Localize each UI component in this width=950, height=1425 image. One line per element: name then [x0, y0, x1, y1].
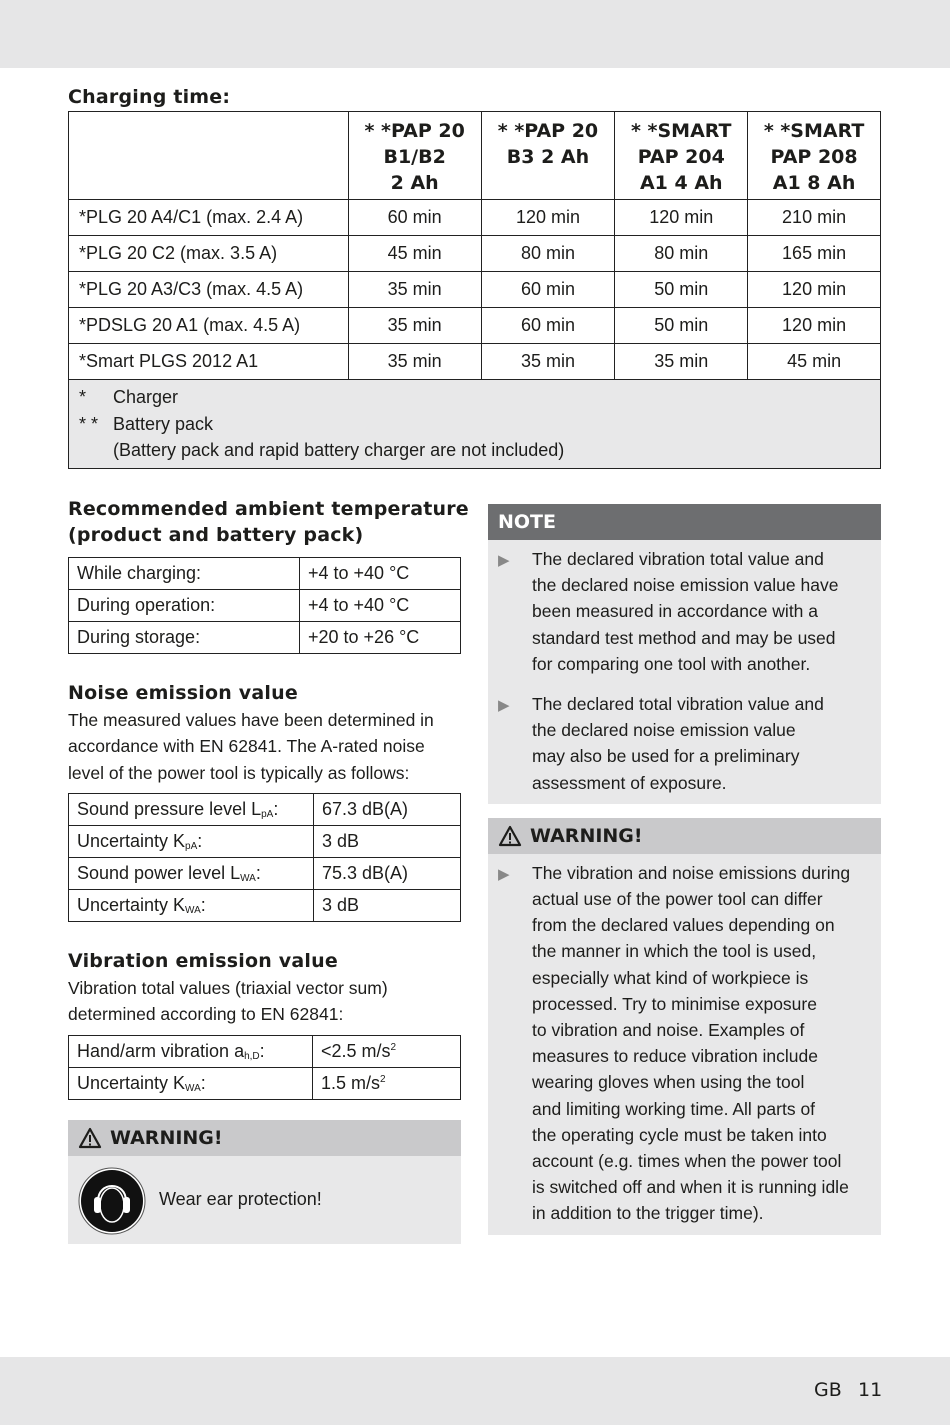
measurement-label: Sound power level $L_{WA}$:: [69, 858, 314, 890]
paragraph-line: level of the power tool is typically as follows:: [68, 762, 410, 783]
note-line: may also be used for a preliminary: [532, 746, 800, 767]
paragraph-line: is switched off and when it is running idle: [532, 1177, 849, 1198]
charging-time-cell: 35 min: [481, 344, 615, 380]
value-superscript: 2: [380, 1074, 386, 1085]
measurement-value: [314, 794, 461, 826]
bullet-arrow-icon: ▶: [498, 696, 510, 715]
warning-triangle-icon: [498, 825, 522, 847]
value-superscript: 2: [390, 1042, 397, 1053]
value-text: 67.3 dB(A): [322, 799, 409, 819]
charging-time-cell: 120 min: [748, 308, 881, 344]
measurement-label: Uncertainty $K_{WA}$:: [69, 1068, 313, 1100]
temperature-label: During storage:: [69, 622, 300, 654]
ear-protection-text: Wear ear protection!: [159, 1189, 322, 1209]
paragraph-line: actual use of the power tool can differ: [532, 889, 823, 910]
measurement-label: Sound pressure level $L_{pA}$:: [69, 794, 314, 826]
warning-title: WARNING!: [530, 824, 643, 847]
language-code: GB: [814, 1379, 842, 1401]
measurement-value: [314, 858, 461, 890]
measurement-value: [314, 826, 461, 858]
paragraph-line: to vibration and noise. Examples of: [532, 1020, 805, 1041]
column-header-line: 2 Ah: [390, 172, 439, 194]
charger-cell: *PDSLG 20 A1 (max. 4.5 A): [69, 308, 349, 344]
temperature-subtitle: (product and battery pack): [68, 524, 364, 546]
noise-table: [68, 793, 461, 922]
label-text: Uncertainty K: [77, 831, 186, 851]
bullet-arrow-icon: ▶: [498, 551, 510, 569]
footnote-text: Battery pack: [113, 413, 214, 434]
table-row: [69, 590, 461, 622]
column-header: [748, 112, 881, 200]
measurement-value: [313, 1068, 461, 1100]
temperature-value: +20 to +26 °C: [300, 622, 461, 654]
table-row: [69, 858, 461, 890]
measurement-label: Uncertainty $K_{WA}$:: [69, 890, 314, 922]
charging-time-cell: 50 min: [615, 308, 748, 344]
charging-time-cell: 120 min: [748, 272, 881, 308]
label-text: Uncertainty K: [77, 895, 186, 915]
table-row: [69, 200, 881, 236]
table-row: [69, 794, 461, 826]
charger-cell: *PLG 20 A3/C3 (max. 4.5 A): [69, 272, 349, 308]
table-row: [69, 344, 881, 380]
label-subscript: h,D: [244, 1051, 260, 1062]
paragraph-line: wearing gloves when using the tool: [532, 1072, 805, 1093]
column-header-line: * *SMART: [630, 120, 732, 142]
note-line: been measured in accordance with a: [532, 601, 819, 622]
table-row: [69, 236, 881, 272]
charging-time-cell: 45 min: [748, 344, 881, 380]
charging-time-cell: 120 min: [481, 200, 615, 236]
value-text: <2.5 m/s: [321, 1041, 391, 1061]
label-text: Hand/arm vibration a: [77, 1041, 245, 1061]
paragraph-line: in addition to the trigger time).: [532, 1203, 764, 1224]
charging-time-cell: 45 min: [348, 236, 481, 272]
measurement-label: Uncertainty $K_{pA}$:: [69, 826, 314, 858]
paragraph-line: account (e.g. times when the power tool: [532, 1151, 842, 1172]
noise-title: Noise emission value: [68, 682, 298, 704]
note-line: The declared vibration total value and: [532, 549, 824, 569]
table-row: [69, 890, 461, 922]
table-row: [69, 1068, 461, 1100]
charging-time-cell: 165 min: [748, 236, 881, 272]
measurement-value: [314, 890, 461, 922]
page-number: 11: [858, 1379, 883, 1401]
column-header-line: PAP 204: [637, 146, 725, 168]
temperature-label: During operation:: [69, 590, 300, 622]
warning-title: WARNING!: [110, 1127, 223, 1149]
table-row: [69, 272, 881, 308]
measurement-label: Hand/arm vibration $a_{h,D}$:: [69, 1036, 313, 1068]
charging-time-cell: 210 min: [748, 200, 881, 236]
note-line: the declared noise emission value have: [532, 575, 839, 596]
paragraph-line: the manner in which the tool is used,: [532, 941, 817, 962]
note-line: assessment of exposure.: [532, 772, 727, 793]
temperature-value: +4 to +40 °C: [300, 590, 461, 622]
paragraph-line: The measured values have been determined in: [68, 710, 434, 730]
column-header-line: * *SMART: [763, 120, 865, 142]
temperature-label: While charging:: [69, 558, 300, 590]
charging-time-cell: 35 min: [348, 308, 481, 344]
charger-cell: *PLG 20 A4/C1 (max. 2.4 A): [69, 200, 349, 236]
paragraph-line: and limiting working time. All parts of: [532, 1098, 816, 1119]
paragraph-line: the operating cycle must be taken into: [532, 1124, 827, 1145]
temperature-value: +4 to +40 °C: [300, 558, 461, 590]
charging-time-cell: 120 min: [615, 200, 748, 236]
measurement-value: [313, 1036, 461, 1068]
note-title: NOTE: [498, 511, 556, 533]
footnote-text: Charger: [113, 387, 179, 407]
value-text: 3 dB: [322, 895, 360, 915]
warning-header: [68, 1120, 461, 1156]
note-box: [488, 504, 881, 804]
charging-time-cell: 35 min: [348, 272, 481, 308]
column-header: [348, 112, 481, 200]
note-line: the declared noise emission value: [532, 720, 796, 741]
charging-time-cell: 80 min: [615, 236, 748, 272]
top-band: [0, 0, 950, 68]
label-text: Sound power level L: [77, 863, 241, 883]
label-subscript: WA: [240, 873, 256, 884]
paragraph-line: determined according to EN 62841:: [68, 1004, 344, 1025]
footnote: [79, 437, 870, 464]
column-header-line: B3 2 Ah: [506, 146, 590, 168]
column-header-line: * *PAP 20: [364, 120, 465, 142]
footnote: [79, 384, 870, 411]
charging-time-cell: 60 min: [481, 308, 615, 344]
note-line: The declared total vibration value and: [532, 694, 824, 715]
column-header-line: B1/B2: [383, 146, 446, 168]
bullet-arrow-icon: ▶: [498, 864, 510, 883]
vibration-table: [68, 1035, 461, 1100]
paragraph-line: especially what kind of workpiece is: [532, 967, 809, 988]
table-row: [69, 826, 461, 858]
note-line: for comparing one tool with another.: [532, 653, 811, 674]
label-text: Sound pressure level L: [77, 799, 262, 819]
column-header-line: A1 8 Ah: [772, 172, 856, 194]
value-text: 3 dB: [322, 831, 360, 851]
label-subscript: WA: [185, 905, 201, 916]
warning-triangle-icon: [78, 1127, 102, 1149]
paragraph-line: accordance with EN 62841. The A-rated noise: [68, 736, 425, 757]
charging-time-cell: 60 min: [348, 200, 481, 236]
label-subscript: WA: [185, 1083, 201, 1094]
warning-header: [488, 818, 881, 854]
ear-protection-icon: [78, 1167, 146, 1235]
column-header-line: A1 4 Ah: [639, 172, 723, 194]
label-text: Uncertainty K: [77, 1073, 186, 1093]
paragraph-line: measures to reduce vibration include: [532, 1046, 818, 1067]
table-row: [69, 308, 881, 344]
paragraph-line: processed. Try to minimise exposure: [532, 993, 817, 1014]
value-text: 1.5 m/s: [321, 1073, 381, 1093]
column-header: [481, 112, 615, 200]
charging-time-cell: 35 min: [348, 344, 481, 380]
footnote-mark: *: [79, 387, 87, 407]
note-header: [488, 504, 881, 540]
charging-title: Charging time:: [68, 86, 231, 108]
charger-cell: *PLG 20 C2 (max. 3.5 A): [69, 236, 349, 272]
footnote-mark: * *: [79, 413, 99, 434]
column-header-line: * *PAP 20: [497, 120, 599, 142]
charger-cell: *Smart PLGS 2012 A1: [69, 344, 349, 380]
paragraph-line: The vibration and noise emissions during: [532, 862, 851, 883]
note-item: [488, 540, 881, 685]
column-header: [615, 112, 748, 200]
footer-band: [0, 1357, 950, 1425]
note-line: standard test method and may be used: [532, 627, 836, 648]
warning-ear-box: [68, 1120, 461, 1244]
table-row: [69, 558, 461, 590]
label-subscript: pA: [261, 809, 274, 820]
charging-time-cell: 60 min: [481, 272, 615, 308]
footnote: [79, 411, 870, 438]
charging-time-cell: 80 min: [481, 236, 615, 272]
table-row: [69, 1036, 461, 1068]
temperature-table: [68, 557, 461, 654]
footnotes: [69, 380, 881, 469]
temperature-title: Recommended ambient temperature: [68, 498, 469, 520]
footnote-mark: [79, 437, 113, 464]
charging-table: [68, 111, 881, 469]
header-blank: [69, 112, 349, 200]
paragraph-line: Vibration total values (triaxial vector sum): [68, 978, 388, 998]
label-subscript: pA: [185, 841, 198, 852]
charging-time-cell: 35 min: [615, 344, 748, 380]
charging-time-cell: 50 min: [615, 272, 748, 308]
paragraph-line: from the declared values depending on: [532, 915, 835, 936]
value-text: 75.3 dB(A): [322, 863, 409, 883]
note-item: [488, 685, 881, 804]
footnote-text: (Battery pack and rapid battery charger are not included): [113, 440, 565, 460]
right-column: [488, 504, 881, 1235]
warning-vibration-box: [488, 818, 881, 1235]
column-header-line: PAP 208: [770, 146, 858, 168]
table-row: [69, 622, 461, 654]
vibration-title: Vibration emission value: [68, 950, 338, 972]
